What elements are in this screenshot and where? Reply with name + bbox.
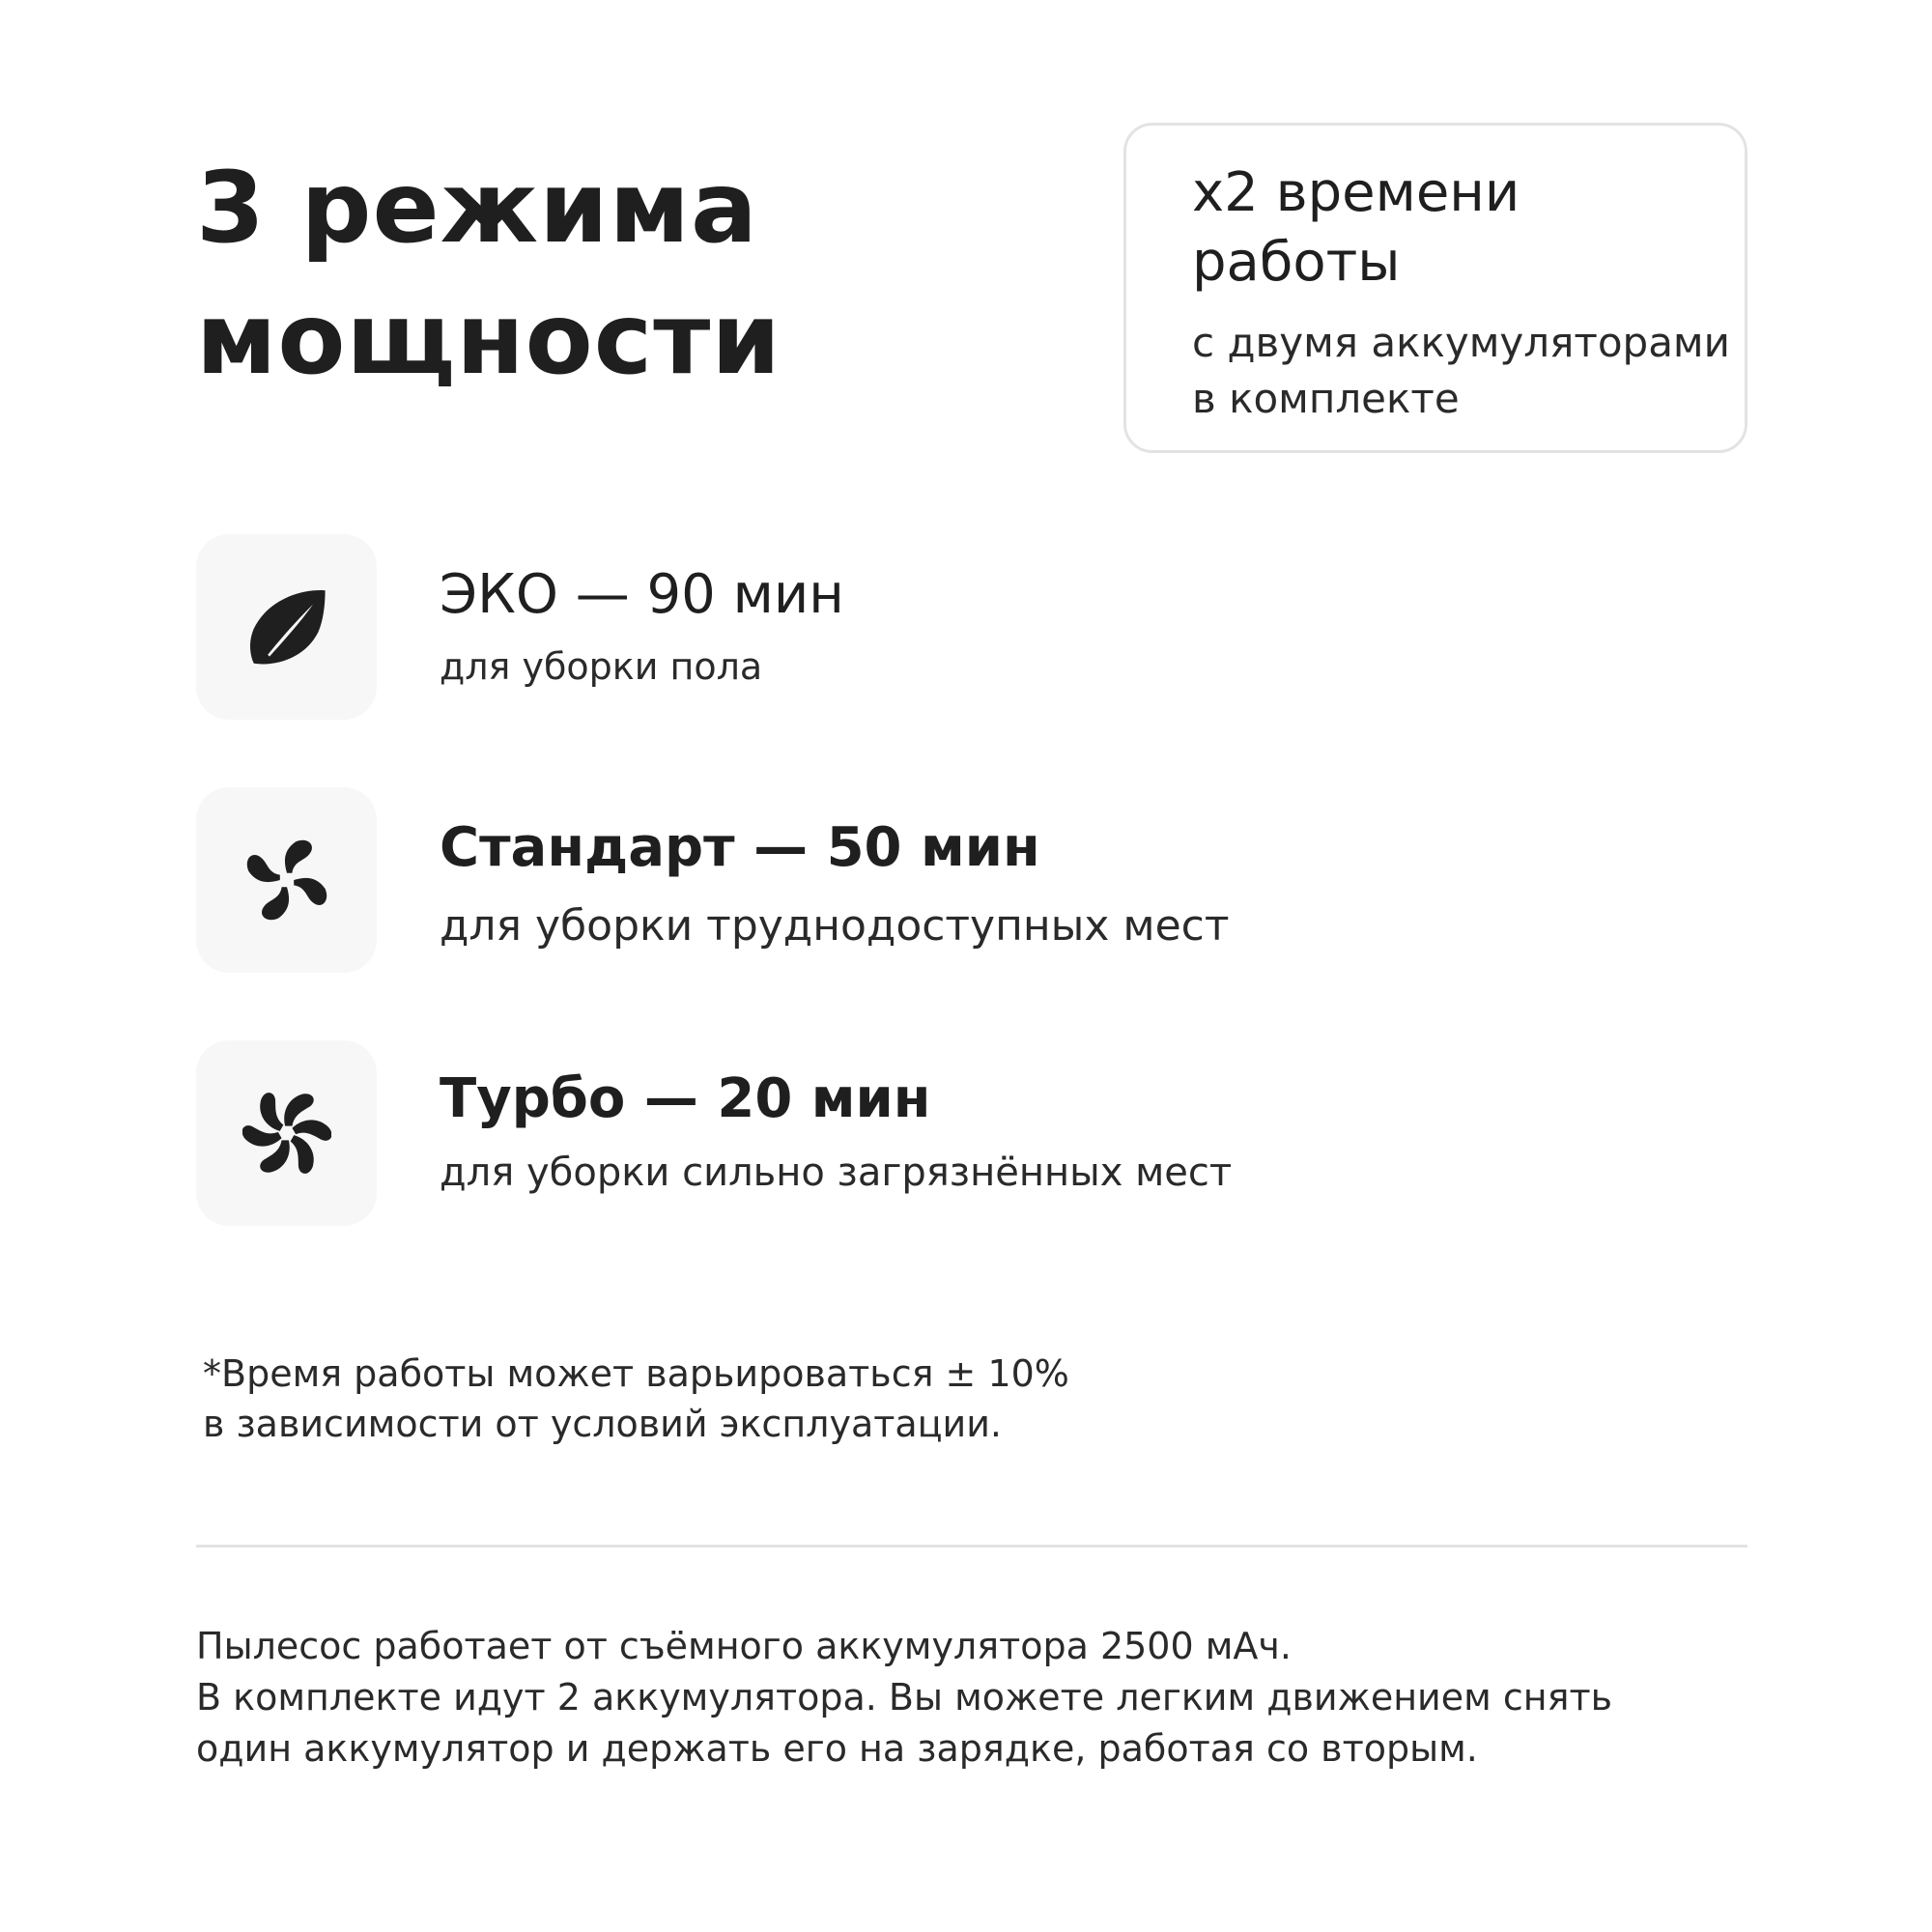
runtime-highlight-card [1123, 123, 1747, 453]
section-divider [196, 1545, 1747, 1548]
fan-four-blade-icon [243, 837, 330, 923]
mode-name: Турбо — 20 мин [440, 1067, 931, 1130]
highlight-sub-line-1: с двумя аккумуляторами [1192, 319, 1730, 366]
mode-item-turbo [196, 1040, 1548, 1226]
description-line-1: Пылесос работает от съёмного аккумулятора 2500 мАч. [196, 1625, 1292, 1667]
fan-six-blade-icon [242, 1089, 331, 1178]
highlight-main-line-2: работы [1192, 231, 1401, 294]
highlight-sub-line-2: в комплекте [1192, 375, 1460, 422]
page-title-line-2: мощности [196, 282, 781, 397]
mode-name: ЭКО — 90 мин [440, 563, 844, 626]
footnote-line-1: *Время работы может варьироваться ± 10% [203, 1352, 1069, 1395]
description-line-3: один аккумулятор и держать его на зарядке, работая со вторым. [196, 1727, 1478, 1770]
page-title [196, 143, 781, 406]
mode-item-eco [196, 534, 1548, 720]
highlight-main-line-1: x2 времени [1192, 161, 1520, 224]
mode-icon-tile [196, 1040, 377, 1226]
runtime-footnote [203, 1349, 1069, 1449]
mode-icon-tile [196, 787, 377, 973]
mode-description: для уборки сильно загрязнённых мест [440, 1151, 1233, 1195]
leaf-icon [243, 583, 330, 670]
mode-description: для уборки труднодоступных мест [440, 901, 1230, 951]
highlight-sub-text [1192, 315, 1730, 427]
mode-description: для уборки пола [440, 645, 763, 688]
mode-item-standard [196, 787, 1548, 973]
mode-name: Стандарт — 50 мин [440, 816, 1040, 879]
footnote-line-2: в зависимости от условий эксплуатации. [203, 1403, 1002, 1445]
highlight-main-text [1192, 158, 1520, 298]
description-line-2: В комплекте идут 2 аккумулятора. Вы можете легким движением снять [196, 1676, 1613, 1719]
page-title-line-1: 3 режима [196, 151, 758, 266]
product-description [196, 1621, 1612, 1775]
mode-icon-tile [196, 534, 377, 720]
